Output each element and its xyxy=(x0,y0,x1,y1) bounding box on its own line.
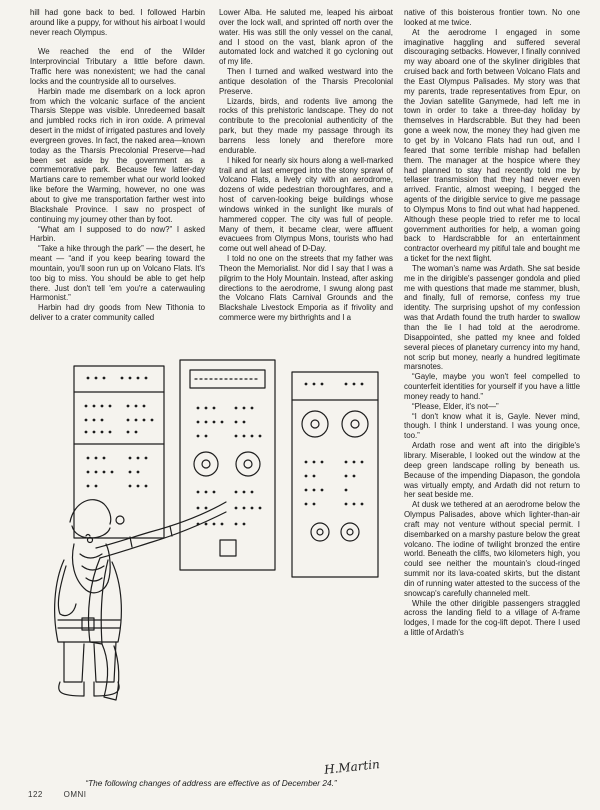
article-column-2 xyxy=(219,8,393,323)
computer-panel-right xyxy=(292,372,378,577)
paragraph: Lower Alba. He saluted me, leaped his airboat over the lock wall, and sprinted off north over the water. His was still the only vessel on the canal, and I stood on the vast, blank apron of the automated lock and watched it go cycloning out of my life. xyxy=(219,8,393,67)
paragraph: I hiked for nearly six hours along a well-marked trail and at last emerged into the stony sprawl of Volcano Flats, a lively city with an aerodrome, dozens of wide pedestrian thoroughfares, and a host of carven-looking beige buildings whose windows winked in the sunlight like murals of hammered copper. The city was full of people. Many of them, it became clear, were affluent evacuees from Olympus Mons, tourists who had come out well ahead of D-Day. xyxy=(219,155,393,254)
page-number: 122 xyxy=(28,790,43,799)
paragraph: While the other dirigible passengers straggled across the landing field to a village of A-frame lodges, I made for the cog-lift depot. There I used a little of Ardath's xyxy=(404,598,580,638)
paragraph: Ardath rose and went aft into the dirigible's library. Miserable, I looked out the window at the deep green landscape rolling by beneath us. Because of the impending Diapason, the gondola was virtually empty, and Ardath did not return to her seat beside me. xyxy=(404,441,580,500)
magazine-name: OMNI xyxy=(63,790,87,799)
paragraph: We reached the end of the Wilder Interprovincial Tributary a little before dawn. Traffic here was nonexistent; we had the canal locks and the countryside all to ourselves. xyxy=(30,47,205,86)
cartoon-drawing xyxy=(30,352,392,772)
computer-panel-center xyxy=(180,360,275,570)
paragraph: “I don't know what it is, Gayle. Never mind, though. I think I understand. I was young once, too.” xyxy=(404,411,580,441)
paragraph: “Take a hike through the park” — the desert, he meant — “and if you keep bearing toward the mountain, you'll soon run up on Volcano Flats. It's too big to miss. You should be able to get help there. Just don't tell 'em you're a caterwauling Harmonist.” xyxy=(30,244,205,303)
article-column-3 xyxy=(404,8,580,638)
paragraph: Lizards, birds, and rodents live among the rocks of this prehistoric landscape. They do not contribute to the precolonial authenticity of the park, but they made my passage through its barrens less lonely and therefore more endurable. xyxy=(219,96,393,155)
paragraph: At the aerodrome I engaged in some imaginative haggling and suffered several discouraging setbacks. However, I finally connived my way aboard one of the skyliner dirigibles that cruised back and forth between Volcano Flats and the East Olympus Palisades. My story was that my parents, trade representatives from Epur, on the Jovian satellite Ganymede, had left me in town in order to take a three-day holiday by themselves in Hardscrabble. But they had been gone a week now, the money they had given me to get by in Volcano Flats had run out, and I feared that some terrible mishap had befallen them. The manager at the hospice where they had planned to stay had recently told me by tellaser transmission that they had never even arrived. Frantic, almost weeping, I begged the agents of the dirigible service to give me passage to Olympus Mons to find out what had happened. Although these people tried to refer me to local government authorities for help, a woman going back to Hardscrabble for an entertainment contractor overheard my pitiful tale and bought me a ticket for the next flight. xyxy=(404,27,580,264)
paragraph: I told no one on the streets that my father was Theon the Memorialist. Nor did I say that I was a pilgrim to the Holy Mountain. Instead, after asking directions to the aerodrome, I swung along past the Volcano Flats Carnival Grounds and the Blackshale Livestock Emporia as if frivolity and commerce were my birthrights and I a xyxy=(219,254,393,323)
paragraph: hill had gone back to bed. I followed Harbin around like a puppy, for without his airboat I would never reach Olympus. xyxy=(30,8,205,37)
paragraph: At dusk we tethered at an aerodrome below the Olympus Palisades, above which lighter-than-air craft may not venture without special permit. I disembarked on a marshy pasture below the great volcano. The iodine of twilight bronzed the entire world. Beneath the cliffs, two kilometers high, you could see neither the mountain's cloud-ringed summit nor its lava-coated skirts, but the distant din of running water attested to the success of the snowcap's carefully channeled melt. xyxy=(404,500,580,598)
computer-printout xyxy=(88,502,226,700)
cartoon xyxy=(30,352,392,788)
article-column-1 xyxy=(30,8,205,323)
cartoonist-signature: H.Martin xyxy=(323,757,381,777)
paragraph: Harbin had dry goods from New Tithonia to deliver to a crater community called xyxy=(30,303,205,323)
page-folio xyxy=(28,790,104,799)
computer-panel-left xyxy=(74,366,164,538)
paragraph: native of this boisterous frontier town. No one looked at me twice. xyxy=(404,8,580,27)
paragraph: The woman's name was Ardath. She sat beside me in the dirigible's passenger gondola and plied me with questions that made me stammer, blush, and finally, full of remorse, confess my true identity. The surprising upshot of my confession was that Ardath found the truth harder to swallow than the lie I had told at the aerodrome. Disappointed, she patted my knee and folded several pieces of planetary currency into my hand, not scrip but money, nearly a hundred legitimate marsnotes. xyxy=(404,263,580,372)
paragraph: “What am I supposed to do now?” I asked Harbin. xyxy=(30,224,205,244)
paragraph: Then I turned and walked westward into the antique desolation of the Tharsis Precolonial Preserve. xyxy=(219,67,393,96)
paragraph: “Please, Elder, it's not—” xyxy=(412,401,499,411)
cartoon-caption: “The following changes of address are effective as of December 24.” xyxy=(85,778,337,788)
paragraph: Harbin made me disembark on a lock apron from which the volcanic surface of the ancient Tharsis Steppe was visible. Unredeemed basalt and jumbled rocks rich in iron oxide. A primeval desert in the midst of irrigated pastures and lovely evergreen groves. In fact, the naked area—known today as the Tharsis Precolonial Preserve—had been set aside by the government as a commemorative park. Because few latter-day Martians care to remember what our world looked like before the Warming, however, no one was about to give me transportation farther west into Blackshale Province. I saw no prospect of continuing my journey other than by foot. xyxy=(30,86,206,224)
paragraph: “Gayle, maybe you won't feel compelled to counterfeit identities for yourself if you have a little money ready to hand.” xyxy=(404,372,580,401)
